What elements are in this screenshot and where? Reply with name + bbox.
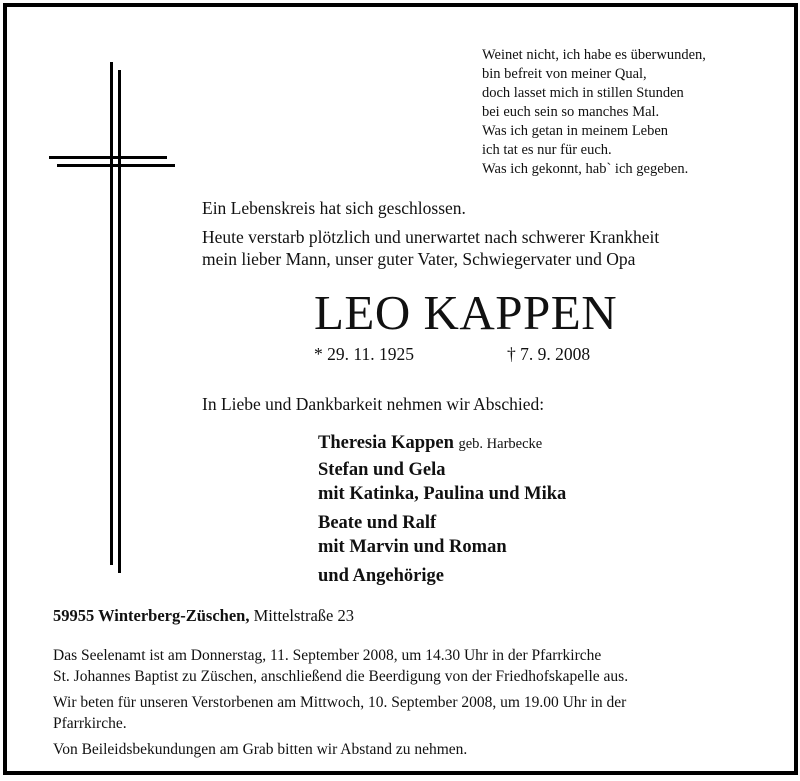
poem-line: bei euch sein so manches Mal.	[482, 104, 660, 120]
mass-notice-line-2: St. Johannes Baptist zu Züschen, anschließend die Beerdigung von der Friedhofskapelle aus.	[53, 668, 629, 685]
death-date: † 7. 9. 2008	[507, 344, 591, 364]
condolence-notice: Von Beileidsbekundungen am Grab bitten wir Abstand zu nehmen.	[53, 741, 468, 758]
family-line: mit Katinka, Paulina und Mika	[318, 484, 567, 504]
family-line: und Angehörige	[318, 566, 444, 586]
widow-name: Theresia Kappen	[318, 433, 454, 453]
address	[53, 606, 354, 626]
cross-vertical-line-1	[110, 62, 113, 565]
poem-line: bin befreit von meiner Qual,	[482, 66, 647, 82]
address-city: 59955 Winterberg-Züschen,	[53, 606, 250, 625]
poem-line: ich tat es nur für euch.	[482, 142, 612, 158]
family-line: Beate und Ralf	[318, 513, 437, 533]
cross-horizontal-line-1	[49, 156, 167, 159]
address-street: Mittelstraße 23	[253, 606, 354, 625]
farewell-text: In Liebe und Dankbarkeit nehmen wir Abschied:	[202, 394, 545, 414]
family-line: Stefan und Gela	[318, 460, 446, 480]
deceased-name: LEO KAPPEN	[314, 285, 618, 340]
poem	[482, 46, 706, 179]
family-widow	[318, 433, 542, 454]
intro-line-1: Ein Lebenskreis hat sich geschlossen.	[202, 198, 466, 218]
mass-notice-line-1: Das Seelenamt ist am Donnerstag, 11. September 2008, um 14.30 Uhr in der Pfarrkirche	[53, 647, 602, 664]
family-line: mit Marvin und Roman	[318, 537, 507, 557]
prayer-notice-line-1: Wir beten für unseren Verstorbenen am Mittwoch, 10. September 2008, um 19.00 Uhr in der	[53, 694, 627, 711]
poem-line: Weinet nicht, ich habe es überwunden,	[482, 47, 706, 63]
intro-line-2: Heute verstarb plötzlich und unerwartet nach schwerer Krankheit	[202, 227, 660, 247]
poem-line: doch lasset mich in stillen Stunden	[482, 85, 684, 101]
cross-vertical-line-2	[118, 70, 121, 573]
poem-line: Was ich gekonnt, hab` ich gegeben.	[482, 161, 689, 177]
poem-line: Was ich getan in meinem Leben	[482, 123, 669, 139]
prayer-notice-line-2: Pfarrkirche.	[53, 715, 127, 732]
birth-date: * 29. 11. 1925	[314, 344, 414, 364]
cross-horizontal-line-2	[57, 164, 175, 167]
widow-maiden-name: geb. Harbecke	[458, 436, 543, 452]
intro-line-3: mein lieber Mann, unser guter Vater, Schwiegervater und Opa	[202, 249, 636, 269]
